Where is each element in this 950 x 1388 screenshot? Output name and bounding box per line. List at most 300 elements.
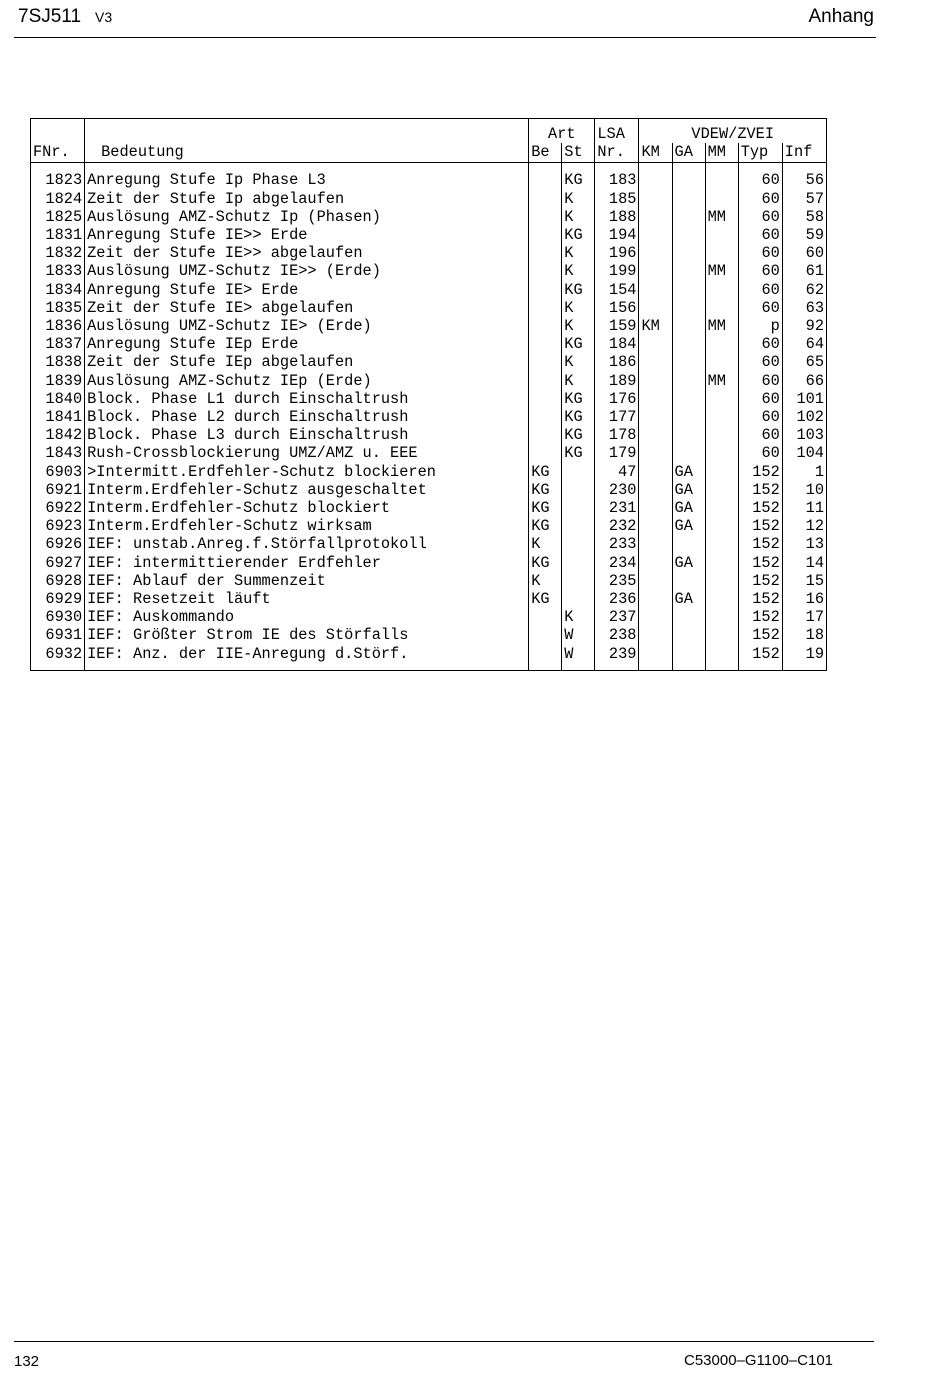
row-inf: 63	[782, 299, 826, 317]
header-km: KM	[639, 143, 672, 163]
row-fnr: 1838	[31, 353, 85, 371]
row-st: W	[562, 645, 595, 671]
row-km	[639, 390, 672, 408]
row-fnr: 1837	[31, 335, 85, 353]
row-description: Auslösung AMZ-Schutz IEp (Erde)	[85, 372, 529, 390]
row-fnr: 1842	[31, 426, 85, 444]
header-bedeutung-spacer	[85, 119, 529, 144]
row-be: KG	[529, 463, 562, 481]
row-fnr: 1831	[31, 226, 85, 244]
row-mm	[705, 408, 738, 426]
row-be	[529, 353, 562, 371]
row-be	[529, 190, 562, 208]
row-description: Zeit der Stufe Ip abgelaufen	[85, 190, 529, 208]
row-typ: 152	[738, 463, 782, 481]
row-typ: 60	[738, 408, 782, 426]
row-typ: 152	[738, 499, 782, 517]
row-typ: 60	[738, 262, 782, 280]
table-body	[31, 163, 827, 670]
table-row	[31, 244, 827, 262]
row-mm	[705, 590, 738, 608]
row-be: K	[529, 572, 562, 590]
row-st	[562, 572, 595, 590]
row-be: KG	[529, 499, 562, 517]
document-number: C53000‒G1100‒C101	[684, 1352, 834, 1369]
table-row	[31, 408, 827, 426]
row-inf: 104	[782, 444, 826, 462]
table-row	[31, 390, 827, 408]
row-typ: p	[738, 317, 782, 335]
row-description: IEF: Ablauf der Summenzeit	[85, 572, 529, 590]
row-inf: 57	[782, 190, 826, 208]
row-st	[562, 517, 595, 535]
row-be	[529, 372, 562, 390]
table-row	[31, 281, 827, 299]
row-fnr: 6929	[31, 590, 85, 608]
row-typ: 60	[738, 208, 782, 226]
row-inf: 64	[782, 335, 826, 353]
row-be	[529, 226, 562, 244]
row-typ: 152	[738, 554, 782, 572]
row-lsa-nr: 194	[595, 226, 639, 244]
row-lsa-nr: 185	[595, 190, 639, 208]
row-ga	[672, 226, 705, 244]
row-st: K	[562, 262, 595, 280]
row-inf: 12	[782, 517, 826, 535]
table-row	[31, 499, 827, 517]
table-row	[31, 444, 827, 462]
row-mm	[705, 226, 738, 244]
table-row	[31, 517, 827, 535]
row-st: KG	[562, 226, 595, 244]
header-mm: MM	[705, 143, 738, 163]
row-fnr: 6903	[31, 463, 85, 481]
row-km	[639, 444, 672, 462]
row-typ: 152	[738, 626, 782, 644]
row-fnr: 6926	[31, 535, 85, 553]
row-typ: 152	[738, 481, 782, 499]
row-ga	[672, 645, 705, 671]
header-lsa: LSA	[595, 119, 639, 144]
row-mm	[705, 481, 738, 499]
row-description: Block. Phase L3 durch Einschaltrush	[85, 426, 529, 444]
row-fnr: 6931	[31, 626, 85, 644]
row-be	[529, 281, 562, 299]
row-mm	[705, 281, 738, 299]
row-mm	[705, 499, 738, 517]
row-fnr: 6927	[31, 554, 85, 572]
row-be	[529, 299, 562, 317]
row-inf: 62	[782, 281, 826, 299]
row-fnr: 1843	[31, 444, 85, 462]
row-mm: MM	[705, 208, 738, 226]
row-km	[639, 262, 672, 280]
header-ga: GA	[672, 143, 705, 163]
table-row	[31, 171, 827, 189]
row-km	[639, 408, 672, 426]
row-st: KG	[562, 408, 595, 426]
row-fnr: 6923	[31, 517, 85, 535]
row-lsa-nr: 176	[595, 390, 639, 408]
row-description: Interm.Erdfehler-Schutz blockiert	[85, 499, 529, 517]
row-mm	[705, 299, 738, 317]
row-ga	[672, 535, 705, 553]
row-lsa-nr: 239	[595, 645, 639, 671]
document-model	[18, 6, 112, 28]
row-inf: 60	[782, 244, 826, 262]
row-inf: 10	[782, 481, 826, 499]
row-inf: 103	[782, 426, 826, 444]
row-fnr: 1840	[31, 390, 85, 408]
row-typ: 60	[738, 226, 782, 244]
row-ga	[672, 171, 705, 189]
row-km	[639, 226, 672, 244]
row-mm	[705, 626, 738, 644]
row-description: IEF: Größter Strom IE des Störfalls	[85, 626, 529, 644]
signal-table	[30, 118, 827, 671]
row-description: Anregung Stufe IEp Erde	[85, 335, 529, 353]
row-description: Anregung Stufe IE>> Erde	[85, 226, 529, 244]
row-inf: 61	[782, 262, 826, 280]
table-row	[31, 262, 827, 280]
row-typ: 60	[738, 281, 782, 299]
row-description: Zeit der Stufe IEp abgelaufen	[85, 353, 529, 371]
row-ga	[672, 335, 705, 353]
table-row	[31, 317, 827, 335]
row-km	[639, 463, 672, 481]
row-lsa-nr: 236	[595, 590, 639, 608]
row-typ: 60	[738, 353, 782, 371]
footer-divider	[14, 1341, 874, 1342]
header-typ: Typ	[738, 143, 782, 163]
row-lsa-nr: 231	[595, 499, 639, 517]
row-ga: GA	[672, 590, 705, 608]
row-mm	[705, 645, 738, 671]
row-typ: 60	[738, 171, 782, 189]
row-km	[639, 171, 672, 189]
table-header	[31, 119, 827, 163]
row-ga: GA	[672, 463, 705, 481]
row-fnr: 1825	[31, 208, 85, 226]
row-mm: MM	[705, 372, 738, 390]
row-ga	[672, 244, 705, 262]
row-lsa-nr: 230	[595, 481, 639, 499]
row-lsa-nr: 232	[595, 517, 639, 535]
row-lsa-nr: 183	[595, 171, 639, 189]
row-mm	[705, 171, 738, 189]
page-number: 132	[14, 1353, 40, 1370]
row-ga	[672, 299, 705, 317]
row-be	[529, 444, 562, 462]
row-fnr: 1841	[31, 408, 85, 426]
row-km	[639, 208, 672, 226]
row-typ: 60	[738, 299, 782, 317]
row-be	[529, 408, 562, 426]
row-ga	[672, 626, 705, 644]
row-fnr: 1824	[31, 190, 85, 208]
row-description: Auslösung AMZ-Schutz Ip (Phasen)	[85, 208, 529, 226]
row-st: K	[562, 244, 595, 262]
row-st: KG	[562, 444, 595, 462]
row-ga	[672, 262, 705, 280]
row-st: KG	[562, 390, 595, 408]
row-typ: 60	[738, 190, 782, 208]
row-inf: 65	[782, 353, 826, 371]
row-description: Interm.Erdfehler-Schutz ausgeschaltet	[85, 481, 529, 499]
row-description: >Intermitt.Erdfehler-Schutz blockieren	[85, 463, 529, 481]
row-inf: 15	[782, 572, 826, 590]
row-inf: 17	[782, 608, 826, 626]
row-inf: 66	[782, 372, 826, 390]
table-row	[31, 535, 827, 553]
row-be: KG	[529, 590, 562, 608]
model-name: 7SJ511	[18, 6, 82, 27]
row-st	[562, 463, 595, 481]
table-row	[31, 426, 827, 444]
row-description: Block. Phase L2 durch Einschaltrush	[85, 408, 529, 426]
row-inf: 58	[782, 208, 826, 226]
row-km	[639, 353, 672, 371]
row-st	[562, 535, 595, 553]
row-fnr: 1836	[31, 317, 85, 335]
row-st: KG	[562, 426, 595, 444]
row-fnr: 1832	[31, 244, 85, 262]
row-mm	[705, 244, 738, 262]
row-km	[639, 626, 672, 644]
row-description: Anregung Stufe Ip Phase L3	[85, 171, 529, 189]
row-fnr: 6928	[31, 572, 85, 590]
table-row	[31, 481, 827, 499]
row-km	[639, 572, 672, 590]
row-st	[562, 499, 595, 517]
table-row	[31, 226, 827, 244]
row-fnr: 6921	[31, 481, 85, 499]
row-km	[639, 372, 672, 390]
row-lsa-nr: 237	[595, 608, 639, 626]
row-lsa-nr: 184	[595, 335, 639, 353]
row-typ: 60	[738, 244, 782, 262]
row-be	[529, 390, 562, 408]
row-st: W	[562, 626, 595, 644]
row-description: IEF: Anz. der IIE-Anregung d.Störf.	[85, 645, 529, 671]
row-km	[639, 281, 672, 299]
row-lsa-nr: 235	[595, 572, 639, 590]
row-lsa-nr: 238	[595, 626, 639, 644]
row-lsa-nr: 178	[595, 426, 639, 444]
row-lsa-nr: 234	[595, 554, 639, 572]
row-mm: MM	[705, 317, 738, 335]
row-typ: 152	[738, 572, 782, 590]
row-inf: 18	[782, 626, 826, 644]
row-inf: 14	[782, 554, 826, 572]
header-vdew-zvei: VDEW/ZVEI	[639, 119, 827, 144]
row-mm	[705, 535, 738, 553]
row-km	[639, 590, 672, 608]
row-be	[529, 426, 562, 444]
row-km	[639, 481, 672, 499]
row-km	[639, 608, 672, 626]
row-be: KG	[529, 554, 562, 572]
row-km	[639, 517, 672, 535]
row-fnr: 1833	[31, 262, 85, 280]
row-ga	[672, 372, 705, 390]
row-ga	[672, 281, 705, 299]
row-be	[529, 208, 562, 226]
row-ga: GA	[672, 499, 705, 517]
table-row	[31, 572, 827, 590]
row-be	[529, 262, 562, 280]
row-typ: 152	[738, 608, 782, 626]
row-mm	[705, 554, 738, 572]
row-inf: 13	[782, 535, 826, 553]
row-inf: 102	[782, 408, 826, 426]
table-row	[31, 590, 827, 608]
row-lsa-nr: 186	[595, 353, 639, 371]
row-be	[529, 317, 562, 335]
row-typ: 152	[738, 535, 782, 553]
row-st: KG	[562, 171, 595, 189]
row-be: KG	[529, 517, 562, 535]
row-st: K	[562, 299, 595, 317]
row-typ: 60	[738, 390, 782, 408]
row-st	[562, 554, 595, 572]
row-description: Auslösung UMZ-Schutz IE>> (Erde)	[85, 262, 529, 280]
row-fnr: 1823	[31, 171, 85, 189]
header-fnr-spacer	[31, 119, 85, 144]
row-description: Rush-Crossblockierung UMZ/AMZ u. EEE	[85, 444, 529, 462]
table-row	[31, 554, 827, 572]
row-fnr: 6932	[31, 645, 85, 671]
row-ga: GA	[672, 481, 705, 499]
row-be	[529, 335, 562, 353]
table-row	[31, 626, 827, 644]
row-st: KG	[562, 281, 595, 299]
row-description: IEF: Auskommando	[85, 608, 529, 626]
row-inf: 16	[782, 590, 826, 608]
row-mm	[705, 426, 738, 444]
row-km	[639, 645, 672, 671]
row-be	[529, 626, 562, 644]
section-title: Anhang	[808, 6, 874, 27]
row-km	[639, 299, 672, 317]
row-lsa-nr: 196	[595, 244, 639, 262]
table-row	[31, 353, 827, 371]
row-st: K	[562, 317, 595, 335]
row-description: Zeit der Stufe IE>> abgelaufen	[85, 244, 529, 262]
row-be: K	[529, 535, 562, 553]
header-st: St	[562, 143, 595, 163]
row-typ: 152	[738, 517, 782, 535]
row-typ: 60	[738, 426, 782, 444]
row-lsa-nr: 154	[595, 281, 639, 299]
header-be: Be	[529, 143, 562, 163]
row-km	[639, 554, 672, 572]
model-version: V3	[95, 9, 113, 25]
row-typ: 60	[738, 335, 782, 353]
row-inf: 56	[782, 171, 826, 189]
row-be	[529, 244, 562, 262]
row-inf: 19	[782, 645, 826, 671]
row-ga	[672, 208, 705, 226]
row-km	[639, 499, 672, 517]
row-inf: 1	[782, 463, 826, 481]
table-row	[31, 299, 827, 317]
table-row	[31, 463, 827, 481]
row-mm	[705, 190, 738, 208]
row-description: Zeit der Stufe IE> abgelaufen	[85, 299, 529, 317]
table-row	[31, 372, 827, 390]
row-lsa-nr: 179	[595, 444, 639, 462]
row-ga	[672, 608, 705, 626]
row-ga	[672, 444, 705, 462]
row-mm	[705, 335, 738, 353]
row-ga	[672, 426, 705, 444]
row-fnr: 1835	[31, 299, 85, 317]
row-description: Interm.Erdfehler-Schutz wirksam	[85, 517, 529, 535]
table-row	[31, 645, 827, 671]
row-typ: 152	[738, 590, 782, 608]
row-mm	[705, 390, 738, 408]
row-km	[639, 244, 672, 262]
row-inf: 101	[782, 390, 826, 408]
row-lsa-nr: 188	[595, 208, 639, 226]
row-lsa-nr: 189	[595, 372, 639, 390]
row-typ: 60	[738, 444, 782, 462]
row-description: IEF: Resetzeit läuft	[85, 590, 529, 608]
row-ga: GA	[672, 517, 705, 535]
row-description: Auslösung UMZ-Schutz IE> (Erde)	[85, 317, 529, 335]
row-ga	[672, 572, 705, 590]
row-lsa-nr: 233	[595, 535, 639, 553]
row-st: K	[562, 372, 595, 390]
row-lsa-nr: 159	[595, 317, 639, 335]
row-st: KG	[562, 335, 595, 353]
row-ga	[672, 408, 705, 426]
row-inf: 11	[782, 499, 826, 517]
row-st: K	[562, 353, 595, 371]
row-mm	[705, 353, 738, 371]
row-lsa-nr: 156	[595, 299, 639, 317]
row-ga	[672, 353, 705, 371]
row-be	[529, 608, 562, 626]
row-km: KM	[639, 317, 672, 335]
row-mm	[705, 444, 738, 462]
row-inf: 92	[782, 317, 826, 335]
row-mm	[705, 572, 738, 590]
row-km	[639, 335, 672, 353]
row-st: K	[562, 608, 595, 626]
row-lsa-nr: 199	[595, 262, 639, 280]
row-ga	[672, 390, 705, 408]
row-st	[562, 590, 595, 608]
table-row	[31, 608, 827, 626]
row-km	[639, 190, 672, 208]
header-lsa-nr: Nr.	[595, 143, 639, 163]
row-mm	[705, 608, 738, 626]
row-description: Anregung Stufe IE> Erde	[85, 281, 529, 299]
row-lsa-nr: 47	[595, 463, 639, 481]
header-fnr: FNr.	[31, 143, 85, 163]
row-st: K	[562, 190, 595, 208]
row-typ: 60	[738, 372, 782, 390]
table-row	[31, 335, 827, 353]
row-be	[529, 171, 562, 189]
row-st: K	[562, 208, 595, 226]
row-st	[562, 481, 595, 499]
row-km	[639, 426, 672, 444]
row-description: Block. Phase L1 durch Einschaltrush	[85, 390, 529, 408]
table-row	[31, 190, 827, 208]
